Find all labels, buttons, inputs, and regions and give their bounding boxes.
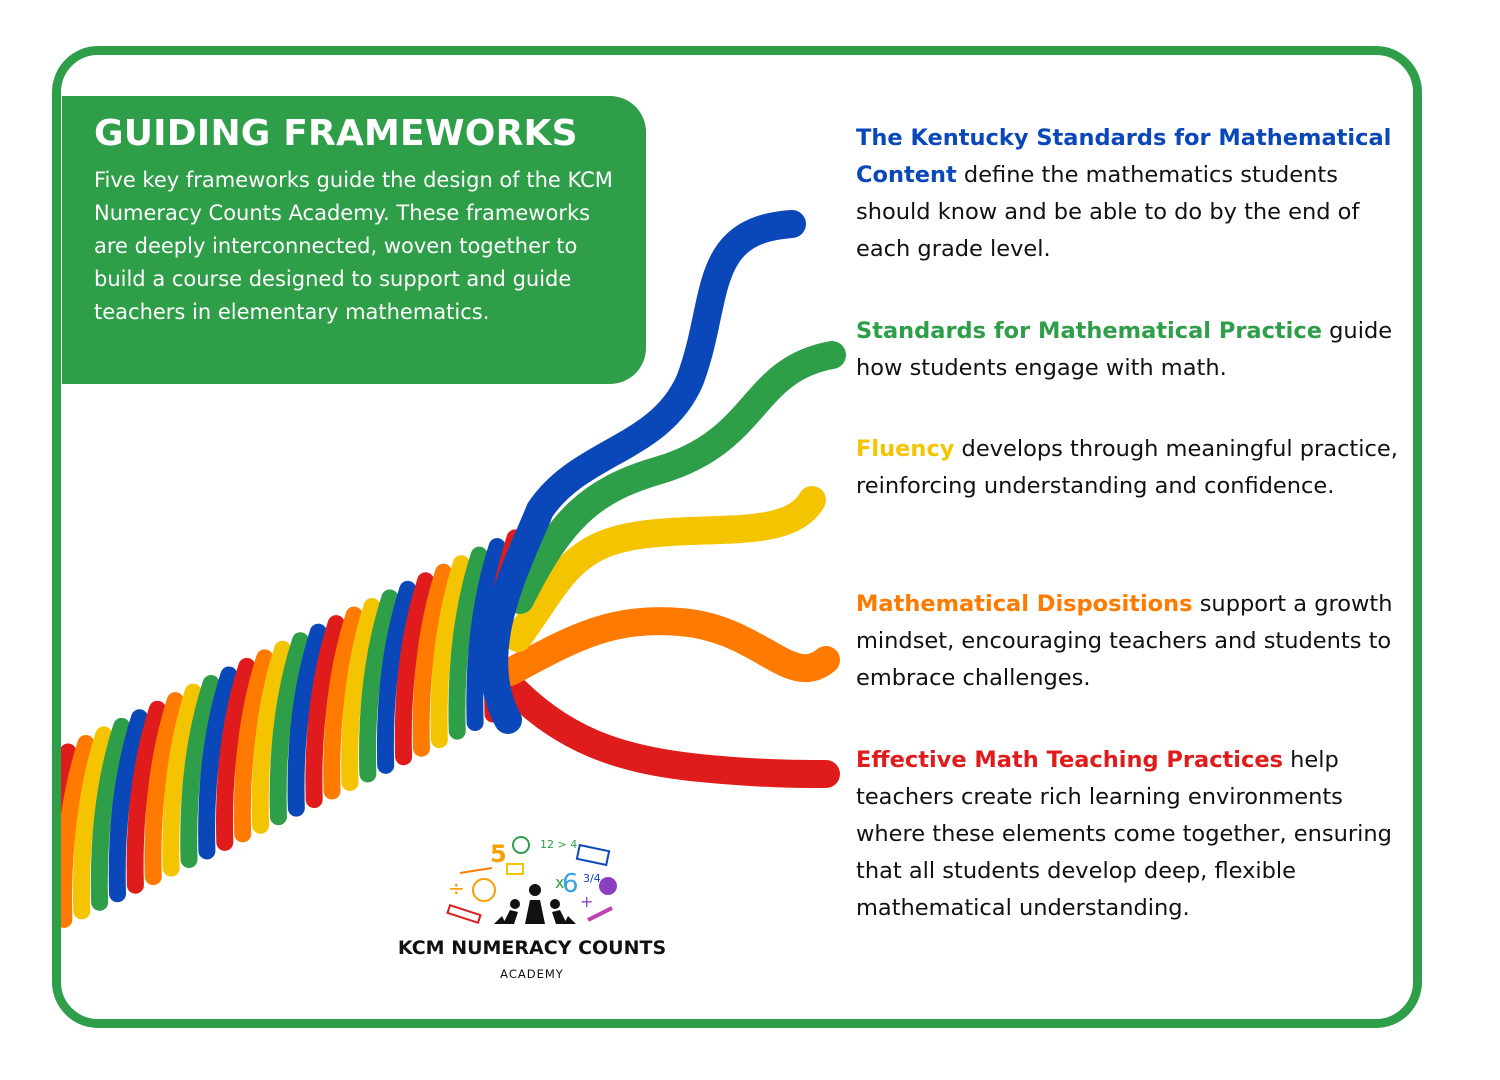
framework-teaching-practices xyxy=(856,742,1401,927)
framework-description: define the mathematics students should know and be able to do by the end of each grade level. xyxy=(856,162,1360,262)
logo-equals-icon xyxy=(507,864,523,874)
strand-red xyxy=(505,680,826,774)
logo-abacus-icon xyxy=(577,845,609,865)
page-title: GUIDING FRAMEWORKS xyxy=(94,113,578,154)
logo-glyph-times: x xyxy=(555,873,565,892)
logo-ruler-bottom-icon xyxy=(448,905,481,922)
logo-ruler-icon xyxy=(460,868,492,873)
intro-panel xyxy=(62,96,646,384)
strand-orange xyxy=(510,621,826,672)
logo-glyph-plus: + xyxy=(580,892,594,911)
intro-text: Five key frameworks guide the design of the KCM Numeracy Counts Academy. These frameworks are deeply interconnected, woven together to build a course designed to support and guide teachers in elementary mathematics. xyxy=(94,168,613,324)
logo-dice-icon xyxy=(513,837,529,853)
logo-glyph-6: 6 xyxy=(562,869,579,899)
framework-name: Mathematical Dispositions xyxy=(856,591,1193,617)
framework-fluency xyxy=(856,431,1401,505)
framework-name: Standards for Mathematical Practice xyxy=(856,318,1322,344)
framework-mathematical-practice xyxy=(856,313,1401,387)
framework-description: develops through meaningful practice, reinforcing understanding and confidence. xyxy=(856,436,1398,499)
logo-pie-icon xyxy=(599,877,617,895)
framework-name: Effective Math Teaching Practices xyxy=(856,747,1283,773)
logo-clock-icon xyxy=(473,879,495,901)
logo-title: KCM NUMERACY COUNTS xyxy=(397,937,667,959)
framework-dispositions xyxy=(856,586,1401,697)
framework-description: support a growth mindset, encouraging teachers and students to embrace challenges. xyxy=(856,591,1393,691)
framework-name: The Kentucky Standards for Mathematical Content xyxy=(856,125,1392,188)
logo-glyph-compare: 12 > 4 xyxy=(540,838,578,851)
framework-description: help teachers create rich learning environments where these elements come together, ensuring that all students develop deep, flexible mathematical understanding. xyxy=(856,747,1392,921)
framework-name: Fluency xyxy=(856,436,955,462)
logo-glyph-5: 5 xyxy=(490,840,507,868)
framework-description: guide how students engage with math. xyxy=(856,318,1393,381)
logo-subtitle: ACADEMY xyxy=(500,967,564,981)
logo-glyph-divide: ÷ xyxy=(448,876,465,900)
logo-glyph-fraction: 3/4 xyxy=(583,872,601,885)
framework-kentucky-standards xyxy=(856,120,1401,268)
